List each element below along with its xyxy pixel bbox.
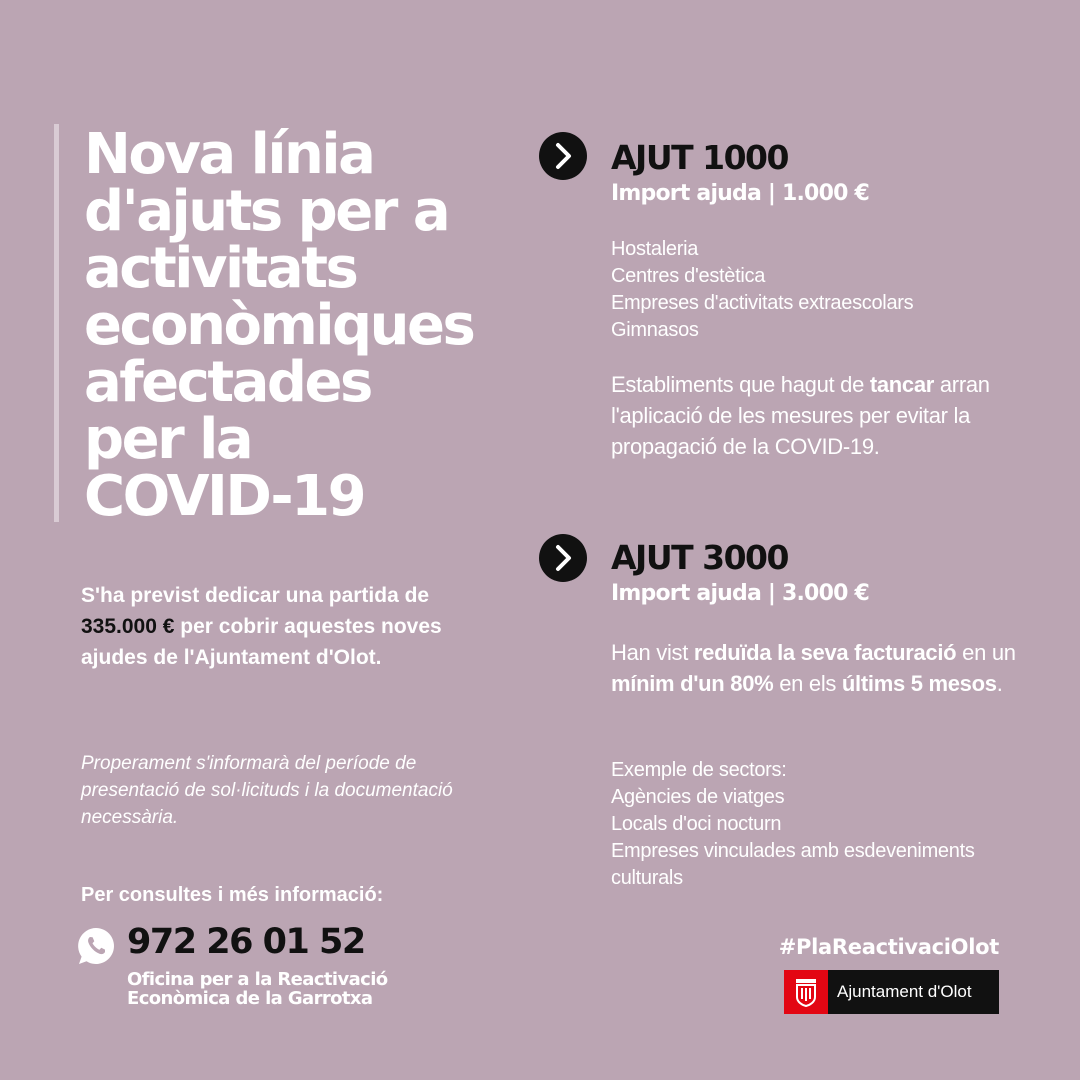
intro-amount: 335.000 €	[81, 615, 175, 638]
desc-emphasis: tancar	[869, 372, 935, 397]
whatsapp-icon	[76, 926, 116, 966]
office-line: Econòmica de la Garrotxa	[127, 988, 373, 1009]
list-item: Empreses vinculades amb esdeveniments	[611, 840, 975, 862]
desc-emphasis: mínim d'un 80%	[611, 671, 774, 696]
list-item: Agències de viatges	[611, 786, 785, 808]
list-item: Locals d'oci nocturn	[611, 813, 782, 835]
intro-part1: S'ha previst dedicar una partida de	[81, 584, 430, 607]
logo-text: Ajuntament d'Olot	[837, 982, 972, 1001]
ajuntament-logo	[784, 970, 999, 1014]
list-item: Hostaleria	[611, 238, 699, 260]
list-item: Empreses d'activitats extraescolars	[611, 292, 914, 314]
desc-text: Establiments que hagut de	[611, 372, 870, 397]
intro-text	[81, 580, 491, 673]
list-item: Centres d'estètica	[611, 265, 766, 287]
chevron-right-icon	[539, 132, 587, 180]
desc-text: Han vist	[611, 640, 694, 665]
headline-line: econòmiques	[84, 293, 474, 358]
hashtag: #PlaReactivaciOlot	[778, 935, 999, 959]
ajut1000-amount: Import ajuda | 1.000 €	[611, 181, 869, 206]
headline-line: COVID-19	[84, 464, 365, 529]
contact-label: Per consultes i més informació:	[81, 884, 384, 906]
intro-part2: per cobrir aquestes noves ajudes de l'Ajuntament d'Olot.	[81, 615, 442, 669]
ajut3000-example-list	[611, 757, 975, 892]
phone-number[interactable]: 972 26 01 52	[127, 922, 365, 962]
note-text: Properament s'informarà del període de presentació de sol·licituds i la documentació necessària.	[81, 753, 453, 828]
ajut1000-sector-list	[611, 236, 913, 344]
accent-bar	[54, 124, 59, 522]
desc-text: en un	[956, 640, 1016, 665]
headline-line: afectades	[84, 350, 371, 415]
office-line: Oficina per a la Reactivació	[127, 969, 388, 990]
headline	[84, 122, 504, 529]
desc-text: arran l'aplicació de les mesures per evitar la propagació de la COVID-19.	[611, 372, 990, 459]
list-heading: Exemple de sectors:	[611, 759, 787, 781]
desc-emphasis: últims 5 mesos	[841, 671, 997, 696]
chevron-right-icon	[539, 534, 587, 582]
desc-text: .	[996, 671, 1003, 696]
headline-line: d'ajuts per a	[84, 179, 449, 244]
headline-line: activitats	[84, 236, 357, 301]
headline-line: per la	[84, 407, 252, 472]
list-item: culturals	[611, 867, 683, 889]
headline-line: Nova línia	[84, 122, 374, 187]
list-item: Gimnasos	[611, 319, 699, 341]
ajut1000-title: AJUT 1000	[611, 138, 788, 177]
ajut3000-amount: Import ajuda | 3.000 €	[611, 581, 869, 606]
office-name	[127, 970, 388, 1008]
desc-text: en els	[773, 671, 842, 696]
ajut1000-description	[611, 369, 1031, 462]
desc-emphasis: reduïda la seva facturació	[693, 640, 957, 665]
ajut3000-title: AJUT 3000	[611, 538, 788, 577]
ajut3000-description	[611, 637, 1031, 699]
coat-of-arms-icon	[784, 970, 828, 1014]
